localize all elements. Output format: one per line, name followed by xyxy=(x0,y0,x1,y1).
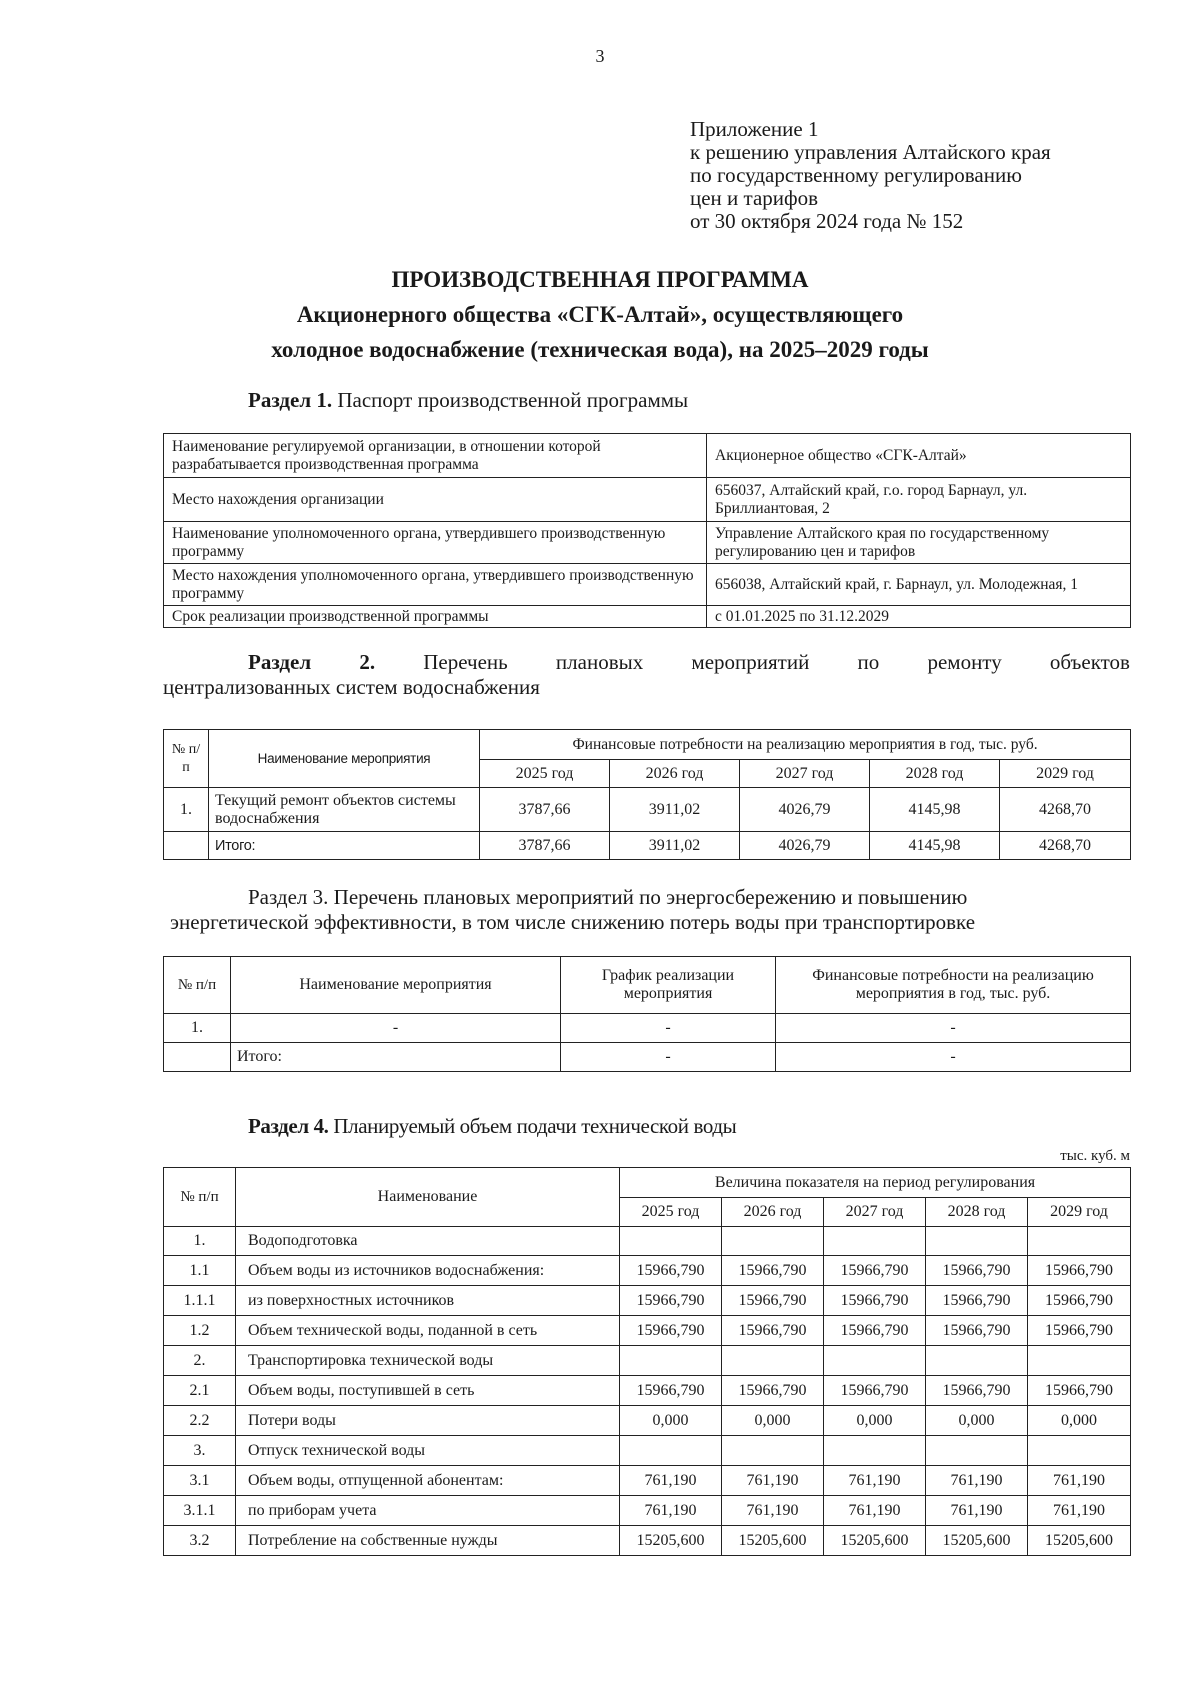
section2-label-num: 2. xyxy=(359,650,376,674)
cell-schedule: - xyxy=(561,1043,776,1072)
col-finance: Финансовые потребности на реализацию мероприятия в год, тыс. руб. xyxy=(480,730,1131,760)
section2-word: мероприятий xyxy=(691,650,810,674)
cell-num: 2.2 xyxy=(164,1406,236,1436)
col-num: № п/п xyxy=(164,957,231,1014)
cell-value xyxy=(1028,1436,1131,1466)
cell-value: 761,190 xyxy=(1028,1466,1131,1496)
cell-value: 15966,790 xyxy=(722,1256,824,1286)
cell-name: Объем воды, поступившей в сеть xyxy=(236,1376,620,1406)
passport-table xyxy=(163,433,1131,628)
unit-label: тыс. куб. м xyxy=(1060,1148,1130,1164)
passport-value: Акционерное общество «СГК-Алтай» xyxy=(707,434,1131,478)
cell-num: 1. xyxy=(164,1014,231,1043)
cell-value xyxy=(620,1227,722,1256)
table-row xyxy=(164,1316,1131,1346)
cell-value xyxy=(620,1346,722,1376)
cell-value xyxy=(926,1227,1028,1256)
cell-name: Объем воды из источников водоснабжения: xyxy=(236,1256,620,1286)
cell-value: 0,000 xyxy=(620,1406,722,1436)
cell-value: 3911,02 xyxy=(610,832,740,860)
col-year: 2028 год xyxy=(870,760,1000,788)
table-row xyxy=(164,1466,1131,1496)
table-row xyxy=(164,1256,1131,1286)
cell-value: 761,190 xyxy=(620,1496,722,1526)
col-year: 2026 год xyxy=(722,1198,824,1227)
passport-name: Наименование уполномоченного органа, утвердившего производственную программу xyxy=(164,522,707,564)
table-row xyxy=(164,606,1131,628)
cell-num: 1.1 xyxy=(164,1256,236,1286)
cell-value: 761,190 xyxy=(722,1466,824,1496)
appendix-line: цен и тарифов xyxy=(690,186,819,210)
col-name: Наименование xyxy=(236,1168,620,1227)
cell-value: 0,000 xyxy=(722,1406,824,1436)
cell-value: 0,000 xyxy=(1028,1406,1131,1436)
section3-heading xyxy=(170,885,1130,935)
col-finance: Финансовые потребности на реализацию мероприятия в год, тыс. руб. xyxy=(776,957,1131,1014)
cell-value: 15966,790 xyxy=(926,1376,1028,1406)
appendix-block xyxy=(690,118,1051,233)
cell-num: 3. xyxy=(164,1436,236,1466)
cell-value: 15966,790 xyxy=(926,1256,1028,1286)
cell-total-label: Итого: xyxy=(209,832,480,860)
cell-value: 15966,790 xyxy=(1028,1376,1131,1406)
col-year: 2027 год xyxy=(740,760,870,788)
cell-value: 4145,98 xyxy=(870,832,1000,860)
section4-label: Раздел 4. xyxy=(248,1114,329,1138)
col-name: Наименование мероприятия xyxy=(231,957,561,1014)
appendix-line: к решению управления Алтайского края xyxy=(690,140,1051,164)
table-row xyxy=(164,478,1131,522)
table-row xyxy=(164,1436,1131,1466)
table-row xyxy=(164,434,1131,478)
cell-value: 3787,66 xyxy=(480,832,610,860)
cell-value: 4026,79 xyxy=(740,788,870,832)
passport-value: 656037, Алтайский край, г.о. город Барнаул, ул. Бриллиантовая, 2 xyxy=(707,478,1131,522)
cell-value: 15966,790 xyxy=(1028,1286,1131,1316)
cell-value: 0,000 xyxy=(926,1406,1028,1436)
cell-value: 761,190 xyxy=(824,1466,926,1496)
section3-line1: Раздел 3. Перечень плановых мероприятий по энергосбережению и повышению xyxy=(248,885,968,909)
cell-value: 15966,790 xyxy=(1028,1316,1131,1346)
cell-name: Потребление на собственные нужды xyxy=(236,1526,620,1556)
cell-name: Транспортировка технической воды xyxy=(236,1346,620,1376)
title-line: Акционерного общества «СГК-Алтай», осуществляющего xyxy=(296,302,904,327)
section2-word: плановых xyxy=(555,650,644,674)
section2-word: Перечень xyxy=(423,650,508,674)
cell-value: 15966,790 xyxy=(824,1316,926,1346)
col-year: 2028 год xyxy=(926,1198,1028,1227)
cell-name: - xyxy=(231,1014,561,1043)
section2-word: по xyxy=(857,650,880,674)
cell-num: 1. xyxy=(164,788,209,832)
col-name: Наименование мероприятия xyxy=(209,730,480,788)
cell-value: 4145,98 xyxy=(870,788,1000,832)
water-volume-table xyxy=(163,1167,1131,1556)
cell-name: Объем воды, отпущенной абонентам: xyxy=(236,1466,620,1496)
passport-value: Управление Алтайского края по государственному регулированию цен и тарифов xyxy=(707,522,1131,564)
section2-heading xyxy=(163,650,1130,700)
table-row xyxy=(164,1346,1131,1376)
cell-value: 15966,790 xyxy=(926,1286,1028,1316)
cell-num: 3.1 xyxy=(164,1466,236,1496)
passport-value: с 01.01.2025 по 31.12.2029 xyxy=(707,606,1131,628)
cell-value: 761,190 xyxy=(824,1496,926,1526)
section1-heading xyxy=(248,388,688,413)
cell-num: 1.2 xyxy=(164,1316,236,1346)
col-year: 2025 год xyxy=(620,1198,722,1227)
cell-value: 15966,790 xyxy=(722,1376,824,1406)
cell-value: 15205,600 xyxy=(926,1526,1028,1556)
table-row xyxy=(164,1526,1131,1556)
passport-name: Место нахождения уполномоченного органа, утвердившего производственную программу xyxy=(164,564,707,606)
cell-value xyxy=(620,1436,722,1466)
cell-value: 15205,600 xyxy=(824,1526,926,1556)
cell-value xyxy=(824,1227,926,1256)
cell-num: 2.1 xyxy=(164,1376,236,1406)
appendix-line: Приложение 1 xyxy=(690,117,819,141)
col-year: 2026 год xyxy=(610,760,740,788)
table-header-row xyxy=(164,730,1131,760)
table-row xyxy=(164,564,1131,606)
cell-value: 15966,790 xyxy=(1028,1256,1131,1286)
col-year: 2029 год xyxy=(1000,760,1131,788)
cell-value: 15966,790 xyxy=(620,1376,722,1406)
cell-value: 761,190 xyxy=(1028,1496,1131,1526)
section4-title: Планируемый объем подачи технической воды xyxy=(333,1114,737,1138)
cell-name: по приборам учета xyxy=(236,1496,620,1526)
section1-title: Паспорт производственной программы xyxy=(337,388,689,412)
table-row xyxy=(164,1406,1131,1436)
cell-value: 15966,790 xyxy=(620,1316,722,1346)
cell-value: 761,190 xyxy=(722,1496,824,1526)
section2-label-word: Раздел xyxy=(248,650,312,674)
col-year: 2029 год xyxy=(1028,1198,1131,1227)
col-year: 2027 год xyxy=(824,1198,926,1227)
cell-value: 0,000 xyxy=(824,1406,926,1436)
table-row xyxy=(164,1496,1131,1526)
cell-value: 15205,600 xyxy=(620,1526,722,1556)
cell-num: 3.2 xyxy=(164,1526,236,1556)
cell-name: Объем технической воды, поданной в сеть xyxy=(236,1316,620,1346)
cell-name: Потери воды xyxy=(236,1406,620,1436)
table-row xyxy=(164,832,1131,860)
cell-value: 15966,790 xyxy=(722,1286,824,1316)
passport-name: Наименование регулируемой организации, в отношении которой разрабатывается производственная программа xyxy=(164,434,707,478)
appendix-line: по государственному регулированию xyxy=(690,163,1022,187)
cell-value xyxy=(722,1346,824,1376)
passport-name: Срок реализации производственной программы xyxy=(164,606,707,628)
table-header-row xyxy=(164,1168,1131,1198)
passport-name: Место нахождения организации xyxy=(164,478,707,522)
cell-num: 3.1.1 xyxy=(164,1496,236,1526)
col-period: Величина показателя на период регулирования xyxy=(620,1168,1131,1198)
page-title xyxy=(150,262,1050,367)
page-number: 3 xyxy=(595,46,605,66)
table-row xyxy=(164,1286,1131,1316)
col-num: № п/п xyxy=(164,1168,236,1227)
cell-value: 4026,79 xyxy=(740,832,870,860)
cell-value: 15205,600 xyxy=(1028,1526,1131,1556)
cell-num: 2. xyxy=(164,1346,236,1376)
cell-num xyxy=(164,832,209,860)
section2-line2: централизованных систем водоснабжения xyxy=(163,675,540,699)
table-row xyxy=(164,1014,1131,1043)
cell-value: 15966,790 xyxy=(824,1256,926,1286)
cell-value: 761,190 xyxy=(620,1466,722,1496)
table-row xyxy=(164,1043,1131,1072)
cell-name: Отпуск технической воды xyxy=(236,1436,620,1466)
cell-value xyxy=(722,1227,824,1256)
table-row xyxy=(164,788,1131,832)
cell-value: 15966,790 xyxy=(926,1316,1028,1346)
cell-value: 15966,790 xyxy=(824,1286,926,1316)
cell-value: 761,190 xyxy=(926,1466,1028,1496)
section2-word: ремонту xyxy=(927,650,1002,674)
section1-label: Раздел 1. xyxy=(248,388,333,412)
cell-value: 4268,70 xyxy=(1000,788,1131,832)
cell-value: 15966,790 xyxy=(824,1376,926,1406)
cell-name: Текущий ремонт объектов системы водоснабжения xyxy=(209,788,480,832)
cell-value: 15205,600 xyxy=(722,1526,824,1556)
cell-value: 15966,790 xyxy=(620,1256,722,1286)
title-line: ПРОИЗВОДСТВЕННАЯ ПРОГРАММА xyxy=(391,267,809,292)
cell-num: 1.1.1 xyxy=(164,1286,236,1316)
section2-word: объектов xyxy=(1049,650,1130,674)
cell-value xyxy=(824,1346,926,1376)
appendix-line: от 30 октября 2024 года № 152 xyxy=(690,209,964,233)
cell-value xyxy=(824,1436,926,1466)
table-row xyxy=(164,522,1131,564)
cell-value xyxy=(1028,1227,1131,1256)
cell-value: 761,190 xyxy=(926,1496,1028,1526)
cell-value: 3911,02 xyxy=(610,788,740,832)
col-year: 2025 год xyxy=(480,760,610,788)
table-header-row xyxy=(164,957,1131,1014)
table-row xyxy=(164,1227,1131,1256)
cell-value: 3787,66 xyxy=(480,788,610,832)
repair-table xyxy=(163,729,1131,860)
section4-heading xyxy=(248,1114,736,1139)
cell-num xyxy=(164,1043,231,1072)
energy-table xyxy=(163,956,1131,1072)
cell-total-label: Итого: xyxy=(231,1043,561,1072)
section3-line2: энергетической эффективности, в том числе снижению потерь воды при транспортировке xyxy=(170,910,976,934)
col-num: № п/п xyxy=(164,730,209,788)
table-row xyxy=(164,1376,1131,1406)
cell-value xyxy=(926,1346,1028,1376)
cell-num: 1. xyxy=(164,1227,236,1256)
cell-schedule: - xyxy=(561,1014,776,1043)
passport-value: 656038, Алтайский край, г. Барнаул, ул. Молодежная, 1 xyxy=(707,564,1131,606)
cell-name: из поверхностных источников xyxy=(236,1286,620,1316)
cell-name: Водоподготовка xyxy=(236,1227,620,1256)
col-schedule: График реализации мероприятия xyxy=(561,957,776,1014)
cell-value xyxy=(926,1436,1028,1466)
cell-value xyxy=(1028,1346,1131,1376)
cell-value: 15966,790 xyxy=(620,1286,722,1316)
cell-value: 15966,790 xyxy=(722,1316,824,1346)
title-line: холодное водоснабжение (техническая вода), на 2025–2029 годы xyxy=(271,337,929,362)
cell-finance: - xyxy=(776,1014,1131,1043)
cell-value: 4268,70 xyxy=(1000,832,1131,860)
cell-finance: - xyxy=(776,1043,1131,1072)
cell-value xyxy=(722,1436,824,1466)
